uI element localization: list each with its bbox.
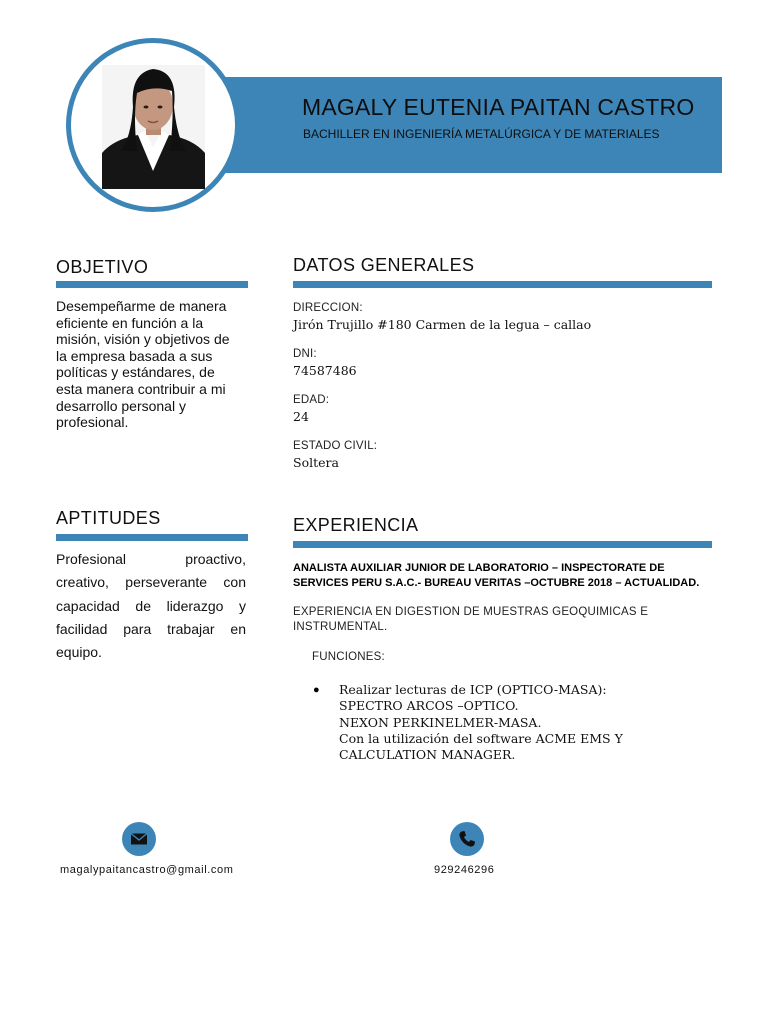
objective-line: Desempeñarme de manera (56, 298, 227, 314)
job-title (293, 561, 723, 591)
marital-status-label: ESTADO CIVIL: (293, 440, 378, 452)
general-data-title: DATOS GENERALES (293, 255, 475, 275)
aptitudes-title: APTITUDES (56, 508, 161, 528)
objective-line: la empresa basada a sus (56, 347, 213, 364)
function-line: SPECTRO ARCOS –OPTICO. (339, 698, 519, 714)
aptitudes-divider (56, 534, 248, 541)
phone-icon (450, 822, 484, 856)
objective-title: OBJETIVO (56, 257, 149, 277)
job-title-line: SERVICES PERU S.A.C.- BUREAU VERITAS –OCTUBRE 2018 – ACTUALIDAD. (293, 577, 700, 589)
objective-text (56, 298, 256, 431)
objective-line: políticas y estándares, de (56, 364, 215, 381)
job-title-line: ANALISTA AUXILIAR JUNIOR DE LABORATORIO – INSPECTORATE DE (293, 562, 665, 574)
function-line: NEXON PERKINELMER-MASA. (339, 714, 542, 730)
profile-photo (102, 65, 205, 189)
bullet-icon: ● (313, 684, 320, 696)
function-line: CALCULATION MANAGER. (339, 747, 516, 763)
header-banner (214, 77, 722, 173)
envelope-icon (122, 822, 156, 856)
function-line: Realizar lecturas de ICP (OPTICO-MASA): (339, 682, 607, 697)
objective-divider (56, 281, 248, 288)
experience-description (293, 605, 713, 635)
aptitudes-text: Profesional proactivo, creativo, perseverante con capacidad de liderazgo y facilidad para trabajar en equipo. (56, 551, 246, 661)
experience-divider (293, 541, 712, 548)
function-line: Con la utilización del software ACME EMS Y (339, 730, 623, 746)
experience-description-line: EXPERIENCIA EN DIGESTION DE MUESTRAS GEOQUIMICAS E (293, 606, 649, 618)
general-data-divider (293, 281, 712, 288)
dni-label: DNI: (293, 348, 317, 360)
phone-text[interactable]: 929246296 (434, 864, 495, 876)
objective-line: profesional. (56, 414, 129, 431)
age-value: 24 (293, 409, 309, 424)
candidate-name: MAGALY EUTENIA PAITAN CASTRO (302, 94, 695, 120)
email-text[interactable]: magalypaitancastro@gmail.com (60, 864, 234, 876)
age-label: EDAD: (293, 394, 330, 406)
address-label: DIRECCION: (293, 302, 363, 314)
marital-status-value: Soltera (293, 455, 339, 470)
objective-line: eficiente en función a la (56, 314, 204, 331)
experience-title: EXPERIENCIA (293, 515, 419, 535)
address-value: Jirón Trujillo #180 Carmen de la legua – callao (293, 317, 592, 332)
objective-line: esta manera contribuir a mi (56, 380, 226, 397)
candidate-degree: BACHILLER EN INGENIERÍA METALÚRGICA Y DE MATERIALES (303, 127, 660, 141)
objective-line: misión, visión y objetivos de (56, 331, 230, 348)
functions-label: FUNCIONES: (312, 651, 385, 663)
dni-value: 74587486 (293, 363, 357, 378)
functions-list-item (339, 682, 623, 763)
experience-description-line: INSTRUMENTAL. (293, 621, 388, 633)
objective-line: desarrollo personal y (56, 397, 186, 414)
